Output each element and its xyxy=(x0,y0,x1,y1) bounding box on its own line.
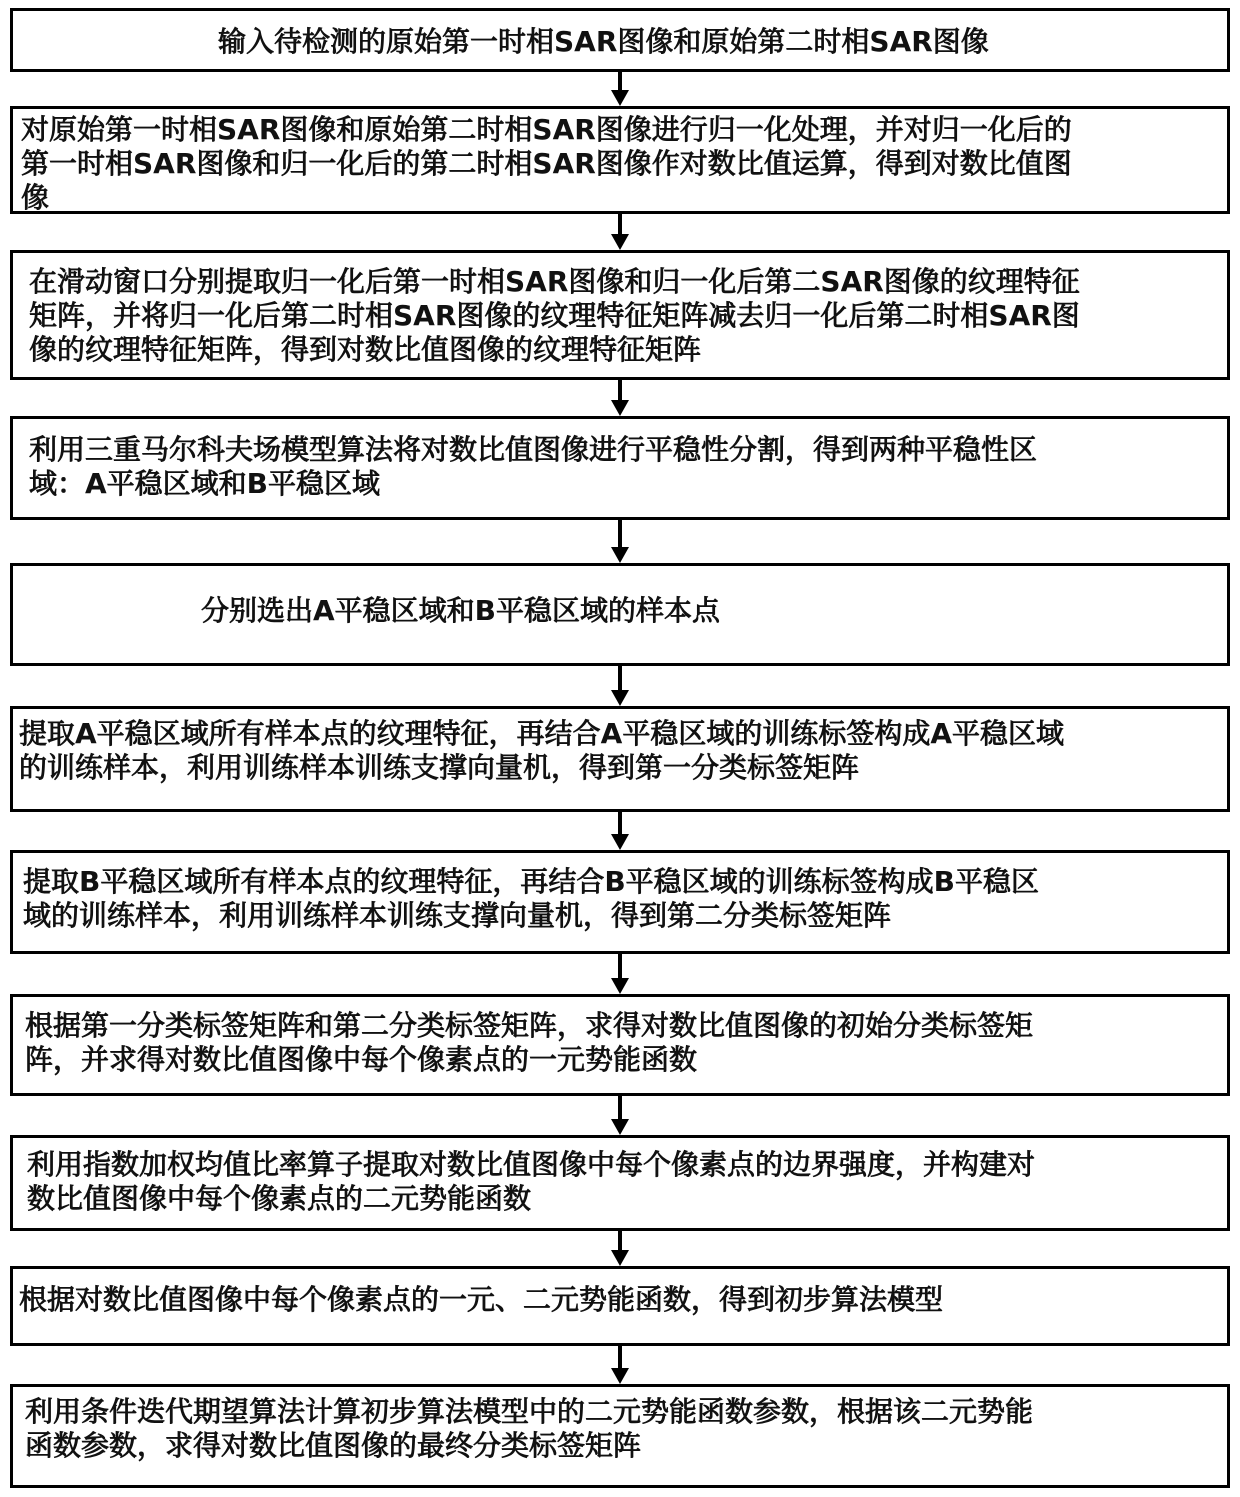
flow-step-7-text: 提取B平稳区域所有样本点的纹理特征，再结合B平稳区域的训练标签构成B平稳区 域的训练样本，利用训练样本训练支撑向量机，得到第二分类标签矩阵 xyxy=(23,865,1040,932)
flow-step-10 xyxy=(10,1266,1230,1346)
flow-step-7 xyxy=(10,850,1230,954)
flow-step-2-text: 对原始第一时相SAR图像和原始第二时相SAR图像进行归一化处理，并对归一化后的 第一时相SAR图像和归一化后的第二时相SAR图像作对数比值运算，得到对数比值图 像 xyxy=(21,113,1072,214)
flow-step-9 xyxy=(10,1135,1230,1231)
flow-step-10-text: 根据对数比值图像中每个像素点的一元、二元势能函数，得到初步算法模型 xyxy=(19,1283,944,1316)
flow-step-5 xyxy=(10,563,1230,666)
flow-step-1 xyxy=(10,8,1230,72)
flow-step-11-text: 利用条件迭代期望算法计算初步算法模型中的二元势能函数参数，根据该二元势能 函数参数，求得对数比值图像的最终分类标签矩阵 xyxy=(25,1395,1034,1462)
flow-step-8-text: 根据第一分类标签矩阵和第二分类标签矩阵，求得对数比值图像的初始分类标签矩 阵，并求得对数比值图像中每个像素点的一元势能函数 xyxy=(25,1009,1034,1076)
flow-step-6-text: 提取A平稳区域所有样本点的纹理特征，再结合A平稳区域的训练标签构成A平稳区域 的训练样本，利用训练样本训练支撑向量机，得到第一分类标签矩阵 xyxy=(19,717,1065,784)
flow-step-3 xyxy=(10,250,1230,380)
flow-step-2 xyxy=(10,106,1230,214)
flow-step-5-text: 分别选出A平稳区域和B平稳区域的样本点 xyxy=(201,594,721,627)
flow-step-1-text: 输入待检测的原始第一时相SAR图像和原始第二时相SAR图像 xyxy=(218,25,989,58)
flow-step-4 xyxy=(10,416,1230,520)
flow-step-3-text: 在滑动窗口分别提取归一化后第一时相SAR图像和归一化后第二SAR图像的纹理特征 矩阵，并将归一化后第二时相SAR图像的纹理特征矩阵减去归一化后第二时相SAR图 像的纹理特征矩阵，得到对数比值图像的纹理特征矩阵 xyxy=(29,265,1080,366)
flow-step-9-text: 利用指数加权均值比率算子提取对数比值图像中每个像素点的边界强度，并构建对 数比值图像中每个像素点的二元势能函数 xyxy=(27,1148,1036,1215)
flow-step-11 xyxy=(10,1384,1230,1488)
flow-step-6 xyxy=(10,706,1230,812)
flow-step-4-text: 利用三重马尔科夫场模型算法将对数比值图像进行平稳性分割，得到两种平稳性区 域：A平稳区域和B平稳区域 xyxy=(29,433,1038,500)
flow-step-8 xyxy=(10,994,1230,1096)
